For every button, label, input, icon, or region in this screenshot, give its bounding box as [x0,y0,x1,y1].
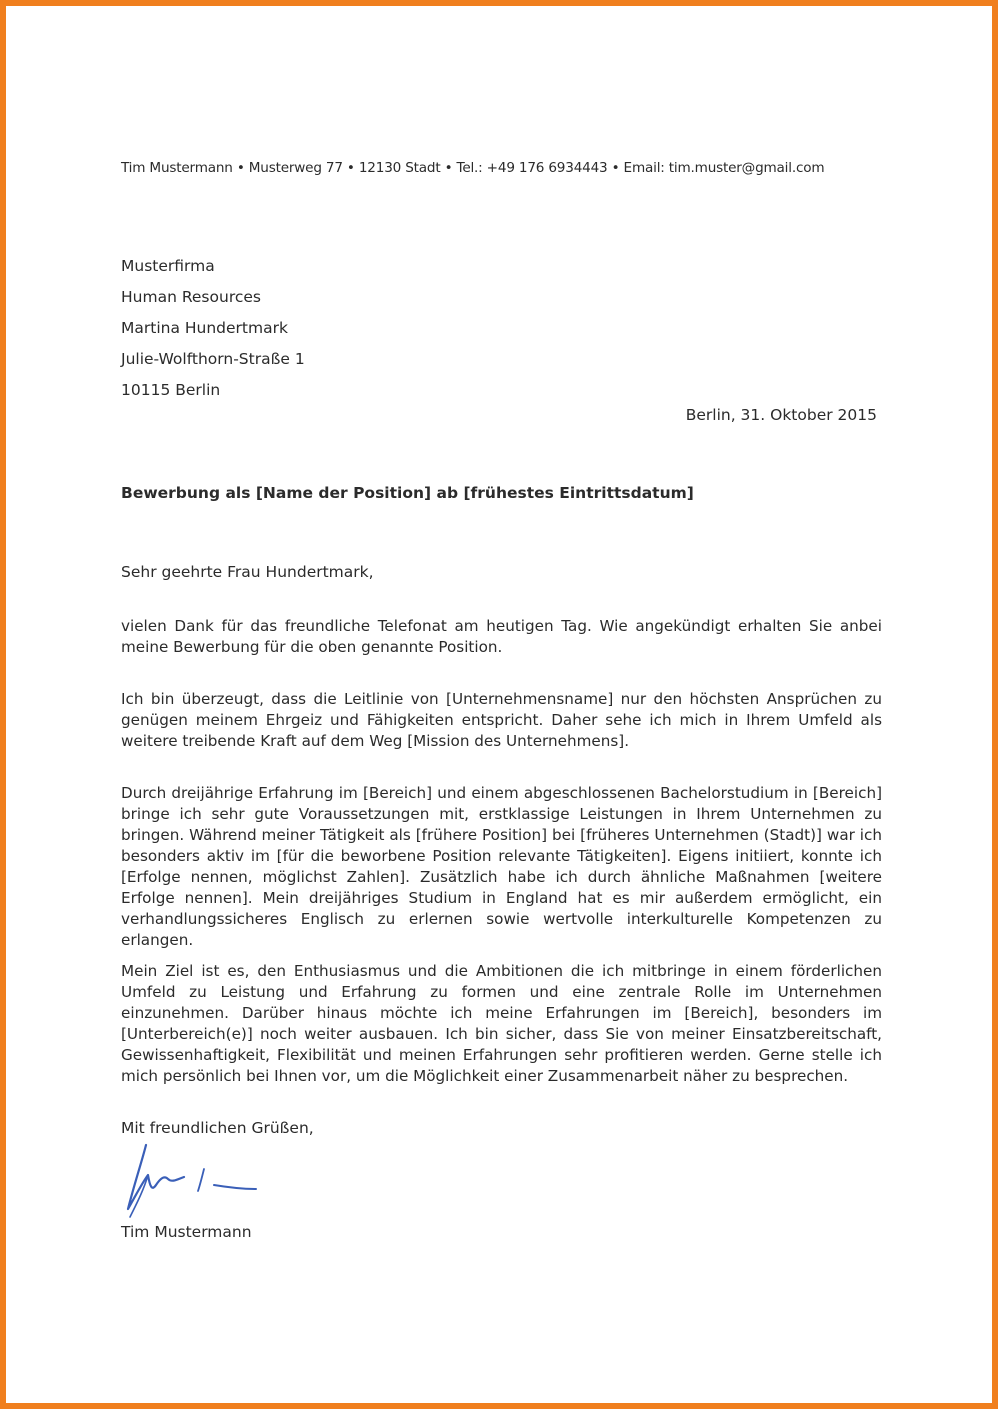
signature-icon [118,1139,258,1223]
signer-name: Tim Mustermann [121,1223,252,1241]
recipient-company: Musterfirma [121,257,215,275]
body-paragraph-3: Durch dreijährige Erfahrung im [Bereich] und einem abgeschlossenen Bachelorstudium in [Bereich] bringe ich sehr gute Voraussetzungen mit, erstklassige Leistungen in Ihrem Unternehmen zu bringen. Während meiner Tätigkeit als [frühere Position] bei [früheres Unternehmen (Stadt)] war ich besonders aktiv im [für die beworbene Position relevante Tätigkeiten]. Eigens initiiert, konnte ich [Erfolge nennen, möglichst Zahlen]. Zusätzlich habe ich durch ähnliche Maßnahmen [weitere Erfolge nennen]. Mein dreijähriges Studium in England hat es mir außerdem ermöglicht, ein verhandlungssicheres Englisch zu erlernen sowie wertvolle interkulturelle Kompetenzen zu erlangen. [121,784,882,949]
recipient-address [121,251,305,406]
body-paragraph-2: Ich bin überzeugt, dass die Leitlinie von [Unternehmensname] nur den höchsten Ansprüchen zu genügen meinem Ehrgeiz und Fähigkeiten entspricht. Daher sehe ich mich in Ihrem Umfeld als weitere treibende Kraft auf dem Weg [Mission des Unternehmens]. [121,690,882,750]
salutation: Sehr geehrte Frau Hundertmark, [121,563,374,581]
recipient-city: 10115 Berlin [121,381,221,399]
recipient-contact: Martina Hundertmark [121,319,288,337]
letter-subject: Bewerbung als [Name der Position] ab [frühestes Eintrittsdatum] [121,484,694,502]
body-paragraph-1: vielen Dank für das freundliche Telefonat am heutigen Tag. Wie angekündigt erhalten Sie anbei meine Bewerbung für die oben genannte Position. [121,617,882,656]
body-paragraph-4: Mein Ziel ist es, den Enthusiasmus und die Ambitionen die ich mitbringe in einem förderlichen Umfeld zu Leistung und Erfahrung zu formen und eine zentrale Rolle im Unternehmen einzunehmen. Darüber hinaus möchte ich meine Erfahrungen im [Bereich], besonders im [Unterbereich(e)] noch weiter ausbauen. Ich bin sicher, dass Sie von meiner Einsatzbereitschaft, Gewissenhaftigkeit, Flexibilität und meinen Erfahrungen sehr profitieren werden. Gerne stelle ich mich persönlich bei Ihnen vor, um die Möglichkeit einer Zusammenarbeit näher zu besprechen. [121,962,882,1085]
sender-line: Tim Mustermann • Musterweg 77 • 12130 Stadt • Tel.: +49 176 6934443 • Email: tim.muster@gmail.com [121,160,825,176]
closing: Mit freundlichen Grüßen, [121,1119,314,1137]
recipient-department: Human Resources [121,288,261,306]
letter-date: Berlin, 31. Oktober 2015 [685,406,877,424]
recipient-street: Julie-Wolfthorn-Straße 1 [121,350,305,368]
